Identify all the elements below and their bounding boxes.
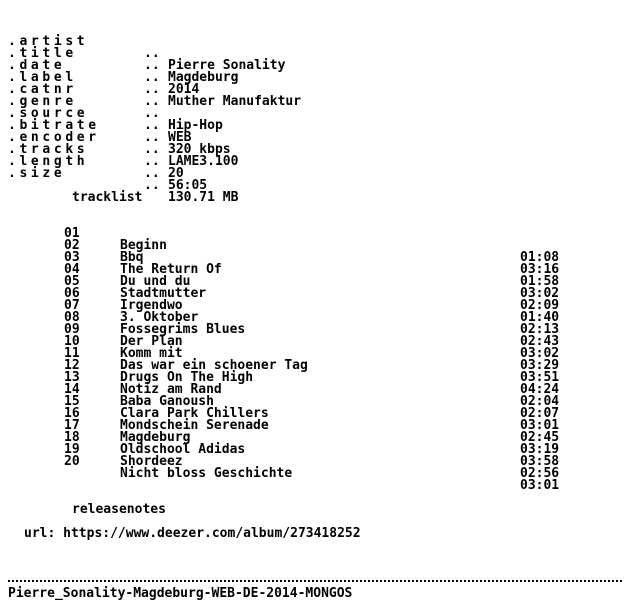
info-separator: .. — [144, 82, 160, 97]
track-length: 03:29 — [520, 358, 560, 373]
info-value: 2014 — [168, 82, 200, 97]
track-length: 01:58 — [520, 274, 560, 289]
info-key: .title — [8, 46, 77, 61]
track-title: 3. Oktober — [120, 310, 199, 325]
track-title: Irgendwo — [120, 298, 183, 313]
info-value: Muther Manufaktur — [168, 94, 302, 109]
info-separator: .. — [144, 46, 160, 61]
track-title: Fossegrims Blues — [120, 322, 246, 337]
track-number: 05 — [64, 274, 80, 289]
track-number: 13 — [64, 370, 80, 385]
track-title: Du und du — [120, 274, 191, 289]
track-length: 03:02 — [520, 346, 560, 361]
track-title: Nicht bloss Geschichte — [120, 466, 293, 481]
info-key: .encoder — [8, 130, 100, 145]
track-length: 04:24 — [520, 382, 560, 397]
info-key: .artist — [8, 34, 89, 49]
info-separator: .. — [144, 130, 160, 145]
track-number: 16 — [64, 406, 80, 421]
track-title: Notiz am Rand — [120, 382, 222, 397]
track-number: 15 — [64, 394, 80, 409]
track-length: 03:19 — [520, 442, 560, 457]
track-number: 10 — [64, 334, 80, 349]
track-title: Drugs On The High — [120, 370, 254, 385]
info-value: 20 — [168, 166, 184, 181]
track-number: 03 — [64, 250, 80, 265]
tracklist — [0, 216, 632, 493]
info-separator: .. — [144, 142, 160, 157]
track-number: 04 — [64, 262, 80, 277]
info-value: LAME3.100 — [168, 154, 239, 169]
track-length: 03:16 — [520, 262, 560, 277]
track-length: 01:40 — [520, 310, 560, 325]
track-number: 01 — [64, 226, 80, 241]
track-length: 02:45 — [520, 430, 560, 445]
info-value: 130.71 MB — [168, 190, 239, 205]
track-length: 02:56 — [520, 466, 560, 481]
info-key: .source — [8, 106, 89, 121]
info-key: .bitrate — [8, 118, 100, 133]
track-length: 03:51 — [520, 370, 560, 385]
info-key: .genre — [8, 94, 77, 109]
track-length: 02:43 — [520, 334, 560, 349]
track-number: 17 — [64, 418, 80, 433]
info-separator: .. — [144, 70, 160, 85]
track-title: Bbq — [120, 250, 144, 265]
track-length: 02:13 — [520, 322, 560, 337]
release-name: Pierre_Sonality-Magdeburg-WEB-DE-2014-MONGOS — [8, 586, 353, 601]
track-number: 09 — [64, 322, 80, 337]
track-title: Der Plan — [120, 334, 183, 349]
info-value: 56:05 — [168, 178, 208, 193]
info-separator: .. — [144, 118, 160, 133]
track-number: 18 — [64, 430, 80, 445]
track-title: Mondschein Serenade — [120, 418, 269, 433]
track-title: Das war ein schoener Tag — [120, 358, 308, 373]
track-number: 02 — [64, 238, 80, 253]
track-length: 02:09 — [520, 298, 560, 313]
track-length: 03:58 — [520, 454, 560, 469]
info-key: .length — [8, 154, 89, 169]
track-title: Oldschool Adidas — [120, 442, 246, 457]
dotted-divider — [8, 580, 622, 582]
track-title: Clara Park Chillers — [120, 406, 269, 421]
info-value: WEB — [168, 130, 192, 145]
tracklist-heading: tracklist — [72, 190, 143, 205]
track-title: The Return Of — [120, 262, 222, 277]
track-title: Komm mit — [120, 346, 183, 361]
track-length: 03:01 — [520, 418, 560, 433]
info-separator: .. — [144, 166, 160, 181]
track-length: 02:07 — [520, 406, 560, 421]
track-number: 11 — [64, 346, 80, 361]
track-title: Beginn — [120, 238, 167, 253]
info-value: Hip-Hop — [168, 118, 223, 133]
track-number: 20 — [64, 454, 80, 469]
track-length: 03:01 — [520, 478, 560, 493]
info-key: .size — [8, 166, 66, 181]
track-title: Stadtmutter — [120, 286, 207, 301]
info-separator: .. — [144, 178, 160, 193]
track-length: 03:02 — [520, 286, 560, 301]
info-key: .tracks — [8, 142, 89, 157]
info-separator: .. — [144, 154, 160, 169]
info-value: Magdeburg — [168, 70, 239, 85]
info-separator: .. — [144, 94, 160, 109]
url-label: url: — [24, 526, 56, 541]
releasenotes-heading: releasenotes — [72, 502, 166, 517]
url-value: https://www.deezer.com/album/273418252 — [63, 526, 361, 541]
info-key: .label — [8, 70, 77, 85]
info-separator: .. — [144, 106, 160, 121]
info-separator: .. — [144, 58, 160, 73]
track-title: Magdeburg — [120, 430, 191, 445]
track-number: 08 — [64, 310, 80, 325]
track-title: Shordeez — [120, 454, 183, 469]
info-value: Pierre Sonality — [168, 58, 286, 73]
info-key: .date — [8, 58, 66, 73]
track-number: 06 — [64, 286, 80, 301]
info-value: 320 kbps — [168, 142, 231, 157]
track-length: 02:04 — [520, 394, 560, 409]
track-title: Baba Ganoush — [120, 394, 214, 409]
track-number: 19 — [64, 442, 80, 457]
track-number: 07 — [64, 298, 80, 313]
url-line — [24, 528, 361, 540]
track-number: 14 — [64, 382, 80, 397]
track-number: 12 — [64, 358, 80, 373]
track-length: 01:08 — [520, 250, 560, 265]
info-key: .catnr — [8, 82, 77, 97]
